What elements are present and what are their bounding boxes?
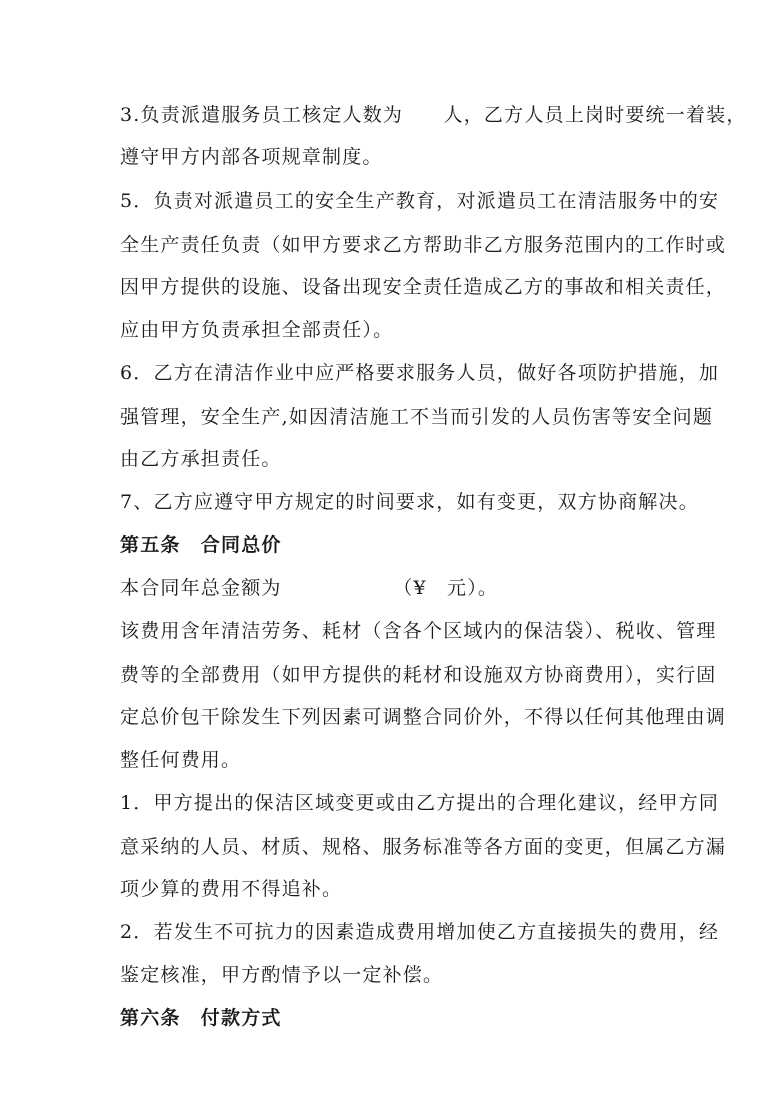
clause-5-line-1: 5．负责对派遣员工的安全生产教育，对派遣员工在清洁服务中的安 (120, 190, 720, 212)
fee-paragraph-line-3: 定总价包干除发生下列因素可调整合同价外，不得以任何其他理由调 (120, 706, 727, 728)
clause-3-line-1: 3.负责派遣服务员工核定人数为 人，乙方人员上岗时要统一着装， (120, 104, 747, 126)
clause-6-line-2: 强管理，安全生产,如因清洁施工不当而引发的人员伤害等安全问题 (120, 406, 714, 428)
section-6-heading: 第六条 付款方式 (120, 1007, 282, 1029)
fee-paragraph-line-1: 该费用含年清洁劳务、耗材（含各个区域内的保洁袋）、税收、管理 (120, 620, 717, 642)
section-5-heading: 第五条 合同总价 (120, 534, 282, 556)
adjustment-1-line-3: 项少算的费用不得追补。 (120, 878, 343, 900)
fee-paragraph-line-2: 费等的全部费用（如甲方提供的耗材和设施双方协商费用），实行固 (120, 664, 717, 686)
fee-paragraph-line-4: 整任何费用。 (120, 749, 242, 771)
clause-6-line-1: 6．乙方在清洁作业中应严格要求服务人员，做好各项防护措施，加 (120, 362, 720, 384)
clause-3-line-2: 遵守甲方内部各项规章制度。 (120, 146, 383, 168)
clause-5-line-3: 因甲方提供的设施、设备出现安全责任造成乙方的事故和相关责任， (120, 276, 727, 298)
clause-5-line-4: 应由甲方负责承担全部责任）。 (120, 319, 394, 341)
adjustment-1-line-2: 意采纳的人员、材质、规格、服务标准等各方面的变更，但属乙方漏 (120, 836, 727, 858)
adjustment-2-line-1: 2．若发生不可抗力的因素造成费用增加使乙方直接损失的费用，经 (120, 921, 720, 943)
clause-5-line-2: 全生产责任负责（如甲方要求乙方帮助非乙方服务范围内的工作时或 (120, 234, 727, 256)
adjustment-2-line-2: 鉴定核准，甲方酌情予以一定补偿。 (120, 964, 444, 986)
adjustment-1-line-1: 1．甲方提出的保洁区域变更或由乙方提出的合理化建议，经甲方同 (120, 792, 720, 814)
clause-7-line-1: 7、乙方应遵守甲方规定的时间要求，如有变更，双方协商解决。 (120, 491, 699, 513)
clause-6-line-3: 由乙方承担责任。 (120, 448, 282, 470)
total-amount-line: 本合同年总金额为 （¥ 元）。 (120, 577, 499, 599)
